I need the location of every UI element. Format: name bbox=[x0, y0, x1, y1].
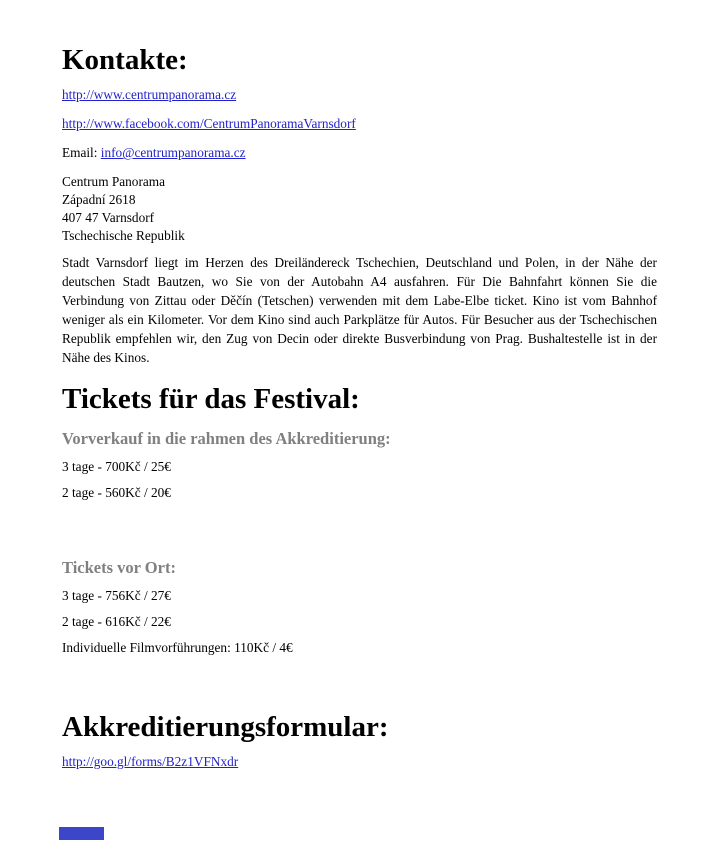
vor-ort-price-3tage: 3 tage - 756Kč / 27€ bbox=[62, 588, 171, 603]
address-line-country: Tschechische Republik bbox=[62, 228, 185, 243]
form-link-line bbox=[62, 753, 657, 770]
bottom-left-blue-marker bbox=[59, 827, 104, 840]
email-label: Email: bbox=[62, 145, 101, 160]
website-link[interactable]: http://www.centrumpanorama.cz bbox=[62, 87, 237, 102]
vorverkauf-price-3tage: 3 tage - 700Kč / 25€ bbox=[62, 459, 171, 474]
spacer bbox=[62, 510, 657, 544]
address-line-name: Centrum Panorama bbox=[62, 174, 166, 189]
vorverkauf-price-2tage: 2 tage - 560Kč / 20€ bbox=[62, 485, 171, 500]
vorverkauf-subheading: Vorverkauf in die rahmen des Akkreditierung: bbox=[62, 429, 391, 448]
akkreditierung-form-link[interactable]: http://goo.gl/forms/B2z1VFNxdr bbox=[62, 754, 239, 769]
facebook-link-line bbox=[62, 115, 657, 132]
vor-ort-subheading: Tickets vor Ort: bbox=[62, 558, 176, 577]
email-line bbox=[62, 144, 657, 161]
facebook-link[interactable]: http://www.facebook.com/CentrumPanoramaVarnsdorf bbox=[62, 116, 356, 131]
address-line-city: 407 47 Varnsdorf bbox=[62, 210, 155, 225]
kontakte-heading: Kontakte: bbox=[62, 44, 188, 76]
address-line-street: Západní 2618 bbox=[62, 192, 136, 207]
address-block bbox=[62, 173, 657, 245]
email-link[interactable]: info@centrumpanorama.cz bbox=[100, 145, 246, 160]
tickets-heading: Tickets für das Festival: bbox=[62, 383, 360, 415]
akkreditierung-heading: Akkreditierungsformular: bbox=[62, 711, 389, 743]
spacer bbox=[62, 665, 657, 695]
vor-ort-price-individuell: Individuelle Filmvorführungen: 110Kč / 4€ bbox=[62, 640, 293, 655]
location-description: Stadt Varnsdorf liegt im Herzen des Dreiländereck Tschechien, Deutschland und Polen, in der Nähe der deutschen Stadt Bautzen, wo Sie von der Autobahn A4 ausfahren. Für Die Bahnfahrt können Sie die Verbindung von Zittau oder Děčín (Tetschen) verwenden mit dem Labe-Elbe ticket. Kino ist vom Bahnhof weniger als ein Kilometer. Vor dem Kino sind auch Parkplätze für Autos. Für Besucher aus der Tschechischen Republik empfehlen wir, den Zug von Decin oder direkte Busverbindung von Prag. Bushaltestelle ist in der Nähe des Kinos. bbox=[62, 255, 657, 365]
website-link-line bbox=[62, 86, 657, 103]
vor-ort-price-2tage: 2 tage - 616Kč / 22€ bbox=[62, 614, 171, 629]
